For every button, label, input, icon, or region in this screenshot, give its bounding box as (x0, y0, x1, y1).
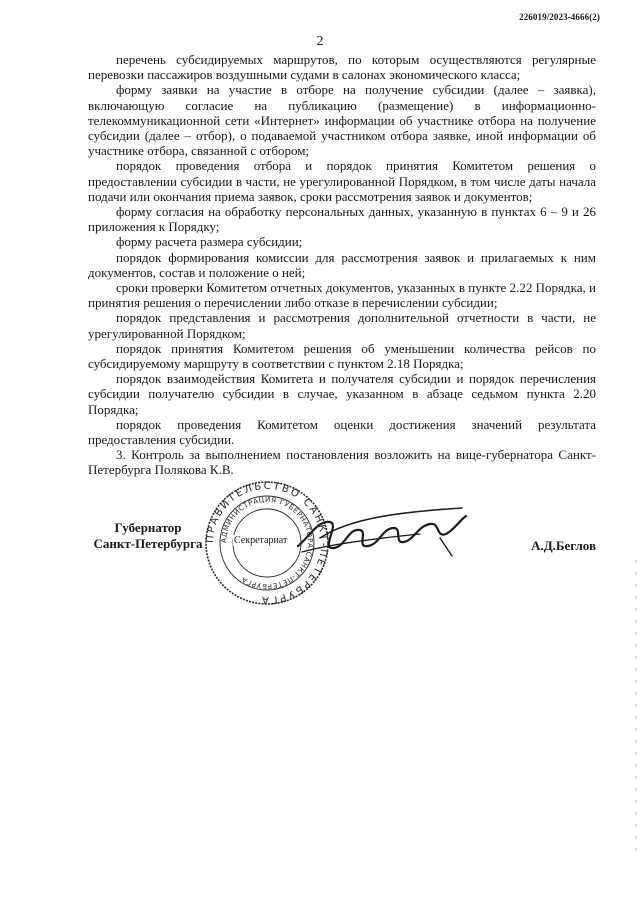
paragraph-interaction: порядок взаимодействия Комитета и получателя субсидии и порядок перечисления субсидии получателю субсидии в случае, указанном в абзаце седьмом пункта 2.20 Порядка; (88, 371, 596, 417)
svg-text:АДМИНИСТРАЦИЯ ГУБЕРНАТОРА САНК: АДМИНИСТРАЦИЯ ГУБЕРНАТОРА САНКТ-ПЕТЕРБУРГА (219, 495, 315, 591)
paragraph-routes-list: перечень субсидируемых маршрутов, по которым осуществляются регулярные перевозки пассажиров воздушными судами в салонах экономического класса; (88, 52, 596, 83)
paragraph-calculation-form: форму расчета размера субсидии; (116, 234, 303, 250)
paragraph-consent-form: форму согласия на обработку персональных данных, указанную в пунктах 6 – 9 и 26 приложения к Порядку; (88, 204, 596, 235)
document-id: 226019/2023-4666(2) (519, 12, 600, 22)
signatory-name: А.Д.Беглов (531, 538, 596, 553)
paragraph-flight-reduction: порядок принятия Комитетом решения об уменьшении количества рейсов по субсидируемому маршруту в соответствии с пунктом 2.18 Порядка; (88, 340, 596, 372)
svg-text:ПРАВИТЕЛЬСТВО САНКТ-ПЕТЕРБУРГА: ПРАВИТЕЛЬСТВО САНКТ-ПЕТЕРБУРГА (204, 480, 330, 606)
scan-margin-marks (634, 560, 638, 860)
page-number: 2 (316, 34, 324, 49)
signatory-position-line2: Санкт-Петербурга (93, 536, 203, 551)
paragraph-control: 3. Контроль за выполнением постановления возложить на вице-губернатора Санкт-Петербурга Полякова К.В. (88, 447, 596, 478)
paragraph-verification-terms: сроки проверки Комитетом отчетных документов, указанных в пункте 2.22 Порядка, и принятия решения о перечислении либо отказе в перечислении субсидии; (88, 280, 596, 311)
signatory-position-line1: Губернатор (114, 520, 182, 535)
stamp-center-label: Секретариат (234, 535, 288, 546)
paragraph-additional-reporting: порядок представления и рассмотрения дополнительной отчетности в части, не урегулированной Порядком; (88, 310, 596, 341)
handwritten-signature-icon (290, 498, 470, 568)
paragraph-selection-procedure: порядок проведения отбора и порядок принятия Комитетом решения о предоставлении субсидии в части, не урегулированной Порядком, в том числе даты начала подачи или окончания приема заявок, сроки рассмотрения заявок и документов; (88, 158, 596, 204)
paragraph-application-form: форму заявки на участие в отборе на получение субсидии (далее – заявка), включающую согласие на публикацию (размещение) в информационно-телекоммуникационной сети «Интернет» информации об участнике отбора на получение субсидии (далее – отбор), о подаваемой участником отбора заявке, иной информации об участнике отбора, связанной с отбором; (88, 82, 596, 159)
signatory-position (88, 520, 208, 552)
paragraph-commission: порядок формирования комиссии для рассмотрения заявок и прилагаемых к ним документов, состав и положение о ней; (88, 249, 596, 280)
document-body (88, 52, 596, 478)
paragraph-assessment: порядок проведения Комитетом оценки достижения значений результата предоставления субсидии. (88, 416, 596, 448)
